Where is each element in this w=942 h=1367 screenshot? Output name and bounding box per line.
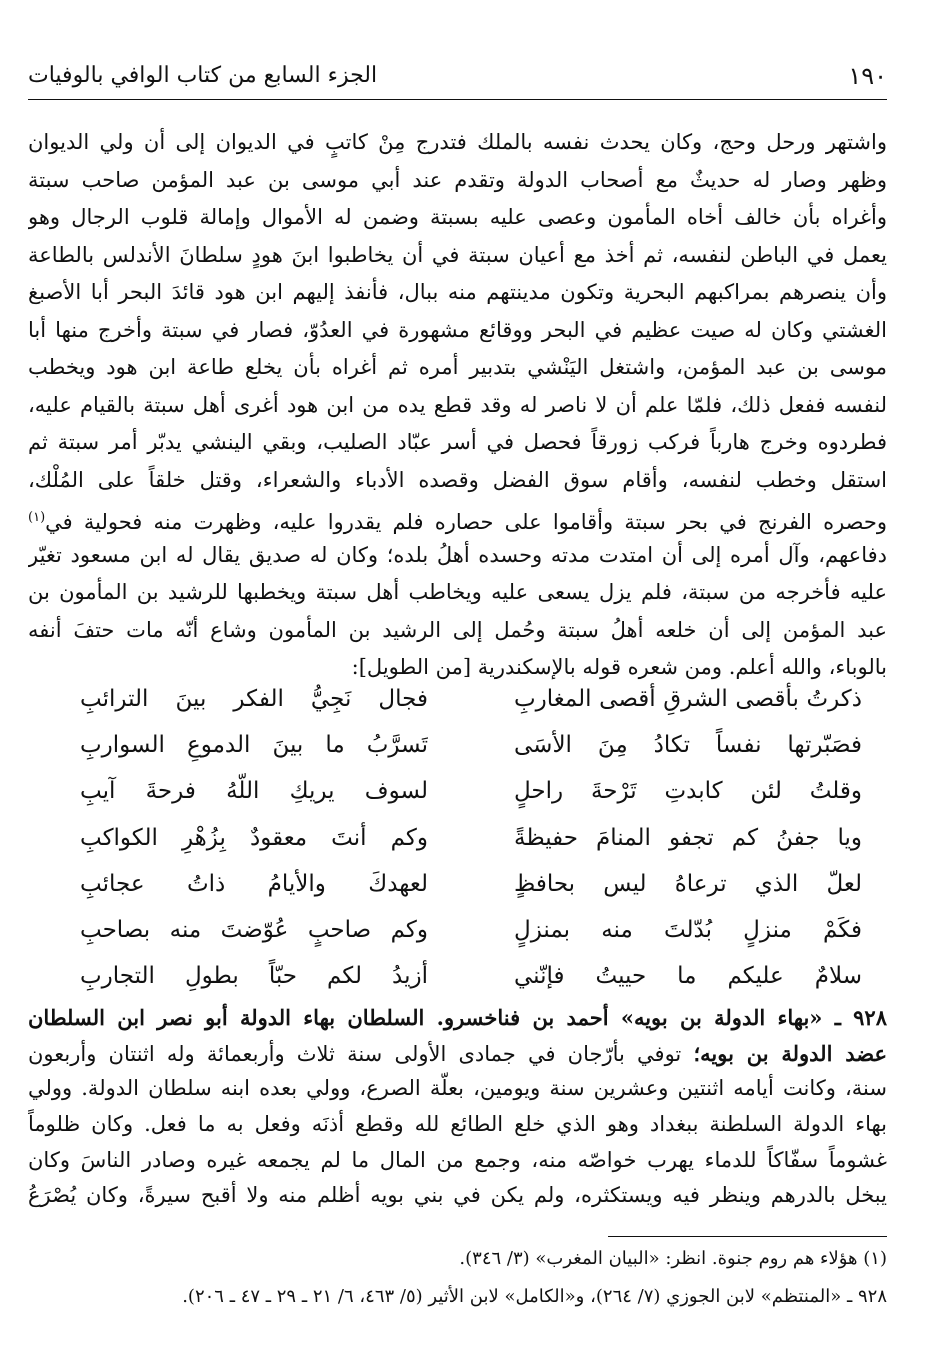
header-rule <box>28 99 887 100</box>
text-line: عليه فأخرجه من سبتة، فلم يزل يسعى عليه ويخاطب أهل سبتة ويخطبها للرشيد بن المأمون بن <box>28 580 887 604</box>
text-fragment: توفي بأرّجان في جمادى الأولى سنة ثلاث وأربعمائة وله اثنتان وأربعون <box>28 1041 694 1066</box>
text-line <box>28 499 887 537</box>
verse <box>80 907 862 953</box>
footnote-marker: (١) <box>28 510 46 525</box>
first-hemistich: ويا جفنُ كم تجفو المنامَ حفيظةً <box>514 824 862 851</box>
verse <box>80 768 862 814</box>
text-line: استقل وخطب لنفسه، وأقام سوق الفضل وقصده الأدباء والشعراء، وقتل خلقاً على المُلْك، <box>28 467 887 492</box>
first-hemistich: لعلّ الذي ترعاهُ ليس بحافظٍ <box>514 870 862 897</box>
verse <box>80 815 862 861</box>
poem <box>80 676 862 999</box>
verse <box>80 722 862 768</box>
text-line: بالوباء، والله أعلم. ومن شعره قوله بالإسكندرية [من الطويل]: <box>351 655 887 679</box>
second-hemistich: تَسرَّبُ ما بينَ الدموعِ السواربِ <box>80 732 428 759</box>
second-hemistich: فجال نَجِيُّ الفكر بينَ الترائبِ <box>80 686 428 712</box>
footnote-rule <box>608 1236 887 1237</box>
text-line: واشتهر ورحل وحج، وكان يحدث نفسه بالملك فتدرج مِنْ كاتبٍ في الديوان إلى أن ولي الديوان <box>28 130 887 154</box>
verse <box>80 676 862 722</box>
text-line: وأن ينصرهم بمراكبهم البحرية وتكون مدينتهم منه ببال، فأنفذ إليهم ابن هود قائدَ البحر أبا الأصبغ <box>28 280 887 304</box>
text-fragment: وحصره الفرنج في بحر سبتة وأقاموا على حصاره فلم يقدروا عليه، وظهرت منه فحولية في <box>45 510 887 534</box>
page-number: ١٩٠ <box>848 62 887 90</box>
text-line: سنة، وكانت أيامه اثنتين وعشرين سنة ويومين، بعلّة الصرع، وولي بعده ابنه سلطان الدولة. وولي <box>28 1076 887 1101</box>
text-line: بهاء الدولة السلطنة ببغداد وهو الذي خلع الطائع لله وقطع أذنَه وفعل به ما فعل. وكان ظلوماً <box>28 1112 887 1137</box>
main-text <box>28 124 887 687</box>
entry-heading: ٩٢٨ ـ «بهاء الدولة بن بويه» أحمد بن فناخسرو. السلطان بهاء الدولة أبو نصر ابن السلطان <box>28 1005 887 1030</box>
footnote: (١) هؤلاء هم روم جنوة. انظر: «البيان المغرب» (٣/ ٣٤٦). <box>459 1248 887 1269</box>
second-hemistich: لسوف يريكِ اللّهُ فرحةَ آيبِ <box>80 778 428 805</box>
first-hemistich: ذكرتُ بأقصى الشرقِ أقصى المغاربِ <box>514 686 862 712</box>
first-hemistich: فصَبّرتها نفساً تكادُ مِنَ الأسَى <box>514 732 862 759</box>
text-line: فطردوه وخرج هارباً فركب زورقاً فحصل في أسر عبّاد الصليب، وبقي الينشي يدبّر أمر سبتة ثم <box>28 430 887 454</box>
footnote: ٩٢٨ ـ «المنتظم» لابن الجوزي (٧/ ٢٦٤)، و«الكامل» لابن الأثير (٥/ ٤٦٣، ٦/ ٢١ ـ ٢٩ ـ ٤٧ ـ ٢٠٦). <box>182 1286 887 1307</box>
text-line: يبخل بالدرهم وينظر فيه ويستكثره، ولم يكن في بني بويه أظلم منه ولا أقبح سيرةً، وكان يُصْرَعُ <box>28 1183 887 1208</box>
text-line: غشوماً سفّاكاً للدماء يهرب خواصّه منه، وجمع من المال ما لم يجمعه غيره وصادر الناسَ وكان <box>28 1147 887 1172</box>
text-line: لنفسه ففعل ذلك، فلمّا علم أن لا ناصر له وقد قطع يده من ابن هود أغرى أهل سبتة بالقيام عليه، <box>28 392 887 417</box>
text-line: دفاعهم، وآل أمره إلى أن امتدت مدته وحسده أهلُ بلده؛ وكان له صديق يقال له ابن مسعود تغيّر <box>28 542 887 567</box>
entry-928 <box>28 1000 887 1214</box>
text-line <box>28 1036 887 1072</box>
text-line: وظهر وصار له حديثٌ مع أصحاب الدولة وتقدم عند أبي موسى بن عبد المؤمن صاحب سبتة <box>28 167 887 192</box>
second-hemistich: وكم أنتَ معقودٌ بِزُهْرِ الكواكبِ <box>80 824 428 851</box>
entry-name: عضد الدولة بن بويه؛ <box>693 1040 887 1066</box>
second-hemistich: أزيدُ لكم حبّاً بطولِ التجاربِ <box>80 963 428 990</box>
first-hemistich: فكَمْ منزلٍ بُدّلتَ منه بمنزلٍ <box>514 916 862 943</box>
footnotes <box>28 1240 887 1316</box>
text-line: موسى بن عبد المؤمن، واشتغل اليَنْشي بتدبير أمره ثم أغراه بأن يخلع طاعة ابن هود ويخطب <box>28 355 887 379</box>
text-line: الغشتي وكان له صيت عظيم في البحر ووقائع مشهورة في العدُوّ، فصار في سبتة وأخرج منها أبا <box>28 317 887 342</box>
first-hemistich: وقلتُ لئن كابدتِ تَرْحةَ راحلٍ <box>514 778 862 805</box>
verse <box>80 861 862 907</box>
text-line: وأغراه بأن خالف أخاه المأمون وعصى عليه بسبتة وضمن له الأموال وإمالة قلوب الرجال وهو <box>28 205 887 229</box>
first-hemistich: سلامٌ عليكم ما حييتُ فإنّني <box>514 963 862 990</box>
text-line: يعمل في الباطن لنفسه، ثم أخذ مع أعيان سبتة في أن يخاطبوا ابنَ هودٍ سلطانَ الأندلس بالطاعة <box>28 242 887 267</box>
running-head <box>28 58 887 94</box>
second-hemistich: وكم صاحبٍ عُوّضتَ منه بصاحبِ <box>80 916 428 943</box>
verse <box>80 953 862 999</box>
second-hemistich: لعهدكَ والأيامُ ذاتُ عجائبِ <box>80 870 428 897</box>
text-line: عبد المؤمن إلى أن خلعه أهلُ سبتة وحُمل إلى الرشيد بن المأمون وشاع أنّه مات حتفَ أنفه <box>28 617 887 642</box>
running-title: الجزء السابع من كتاب الوافي بالوفيات <box>28 63 378 88</box>
